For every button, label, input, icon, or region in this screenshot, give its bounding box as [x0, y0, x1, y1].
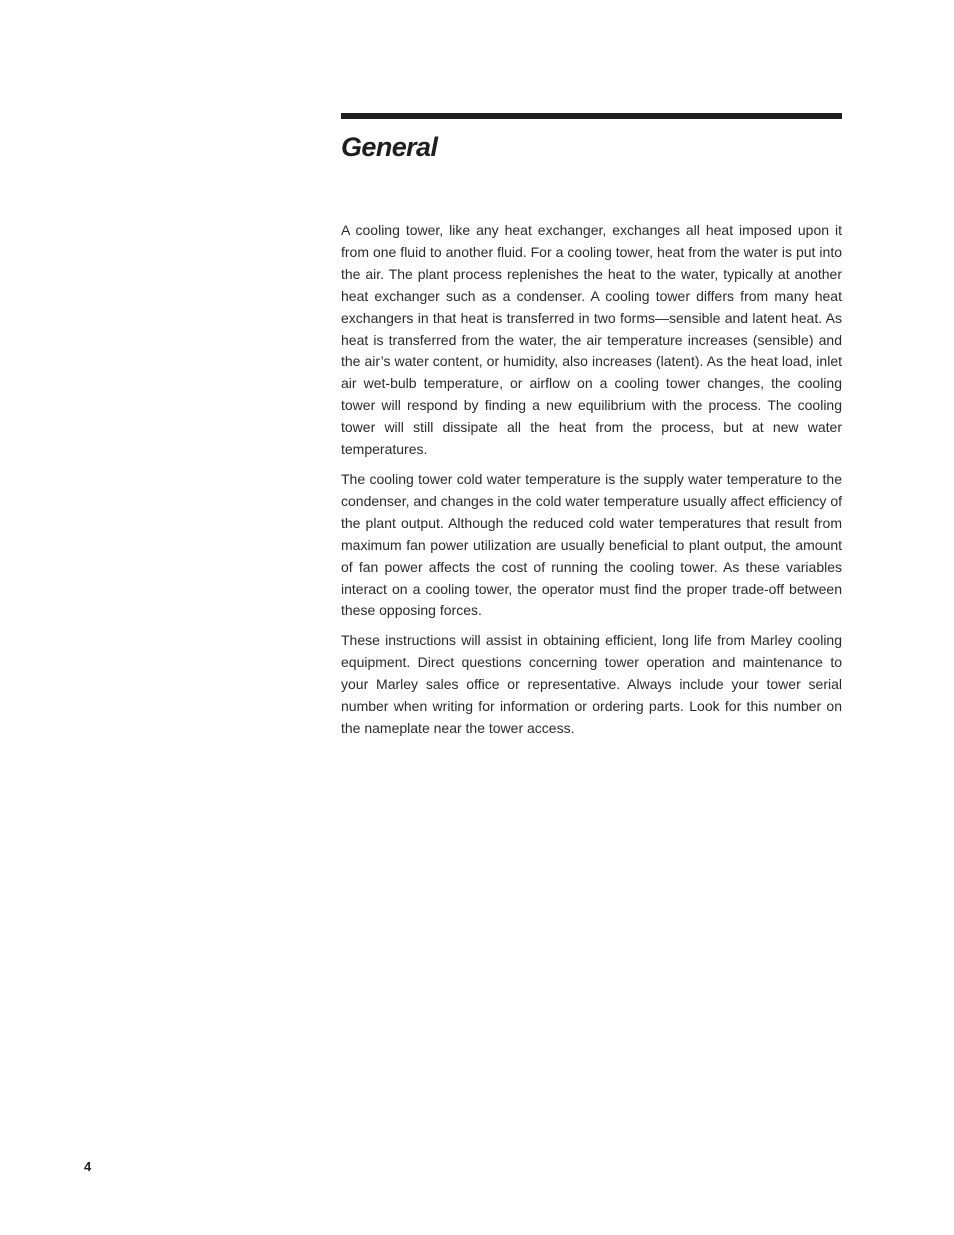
section-title: General — [341, 132, 438, 162]
paragraph-1: A cooling tower, like any heat exchanger, exchanges all heat imposed upon it from one fluid to another fluid. For a cooling tower, heat from the water is put into the air. The plant process replenishes the heat to the water, typically at another heat exchanger such as a condenser. A cooling tower differs from many heat exchangers in that heat is transferred in two forms—sensible and latent heat. As heat is transferred from the water, the air temperature increases (sensible) and the air’s water content, or humidity, also increases (latent). As the heat load, inlet air wet-bulb temperature, or airflow on a cooling tower changes, the cooling tower will respond by finding a new equilibrium with the process. The cooling tower will still dissipate all the heat from the process, but at new water temperatures. — [341, 222, 842, 458]
page-number: 4 — [84, 1159, 92, 1174]
section-rule — [341, 113, 842, 119]
body-text — [341, 220, 842, 748]
paragraph-3: These instructions will assist in obtaining efficient, long life from Marley cooling equipment. Direct questions concerning tower operation and maintenance to your Marley sales office or representative. Always include your tower serial number when writing for information or ordering parts. Look for this number on the nameplate near the tower access. — [341, 632, 842, 736]
paragraph-2: The cooling tower cold water temperature is the supply water temperature to the condenser, and changes in the cold water temperature usually affect efficiency of the plant output. Although the reduced cold water temperatures that result from maximum fan power utilization are usually beneficial to plant output, the amount of fan power affects the cost of running the cooling tower. As these variables interact on a cooling tower, the operator must find the proper trade-off between these opposing forces. — [341, 470, 842, 619]
